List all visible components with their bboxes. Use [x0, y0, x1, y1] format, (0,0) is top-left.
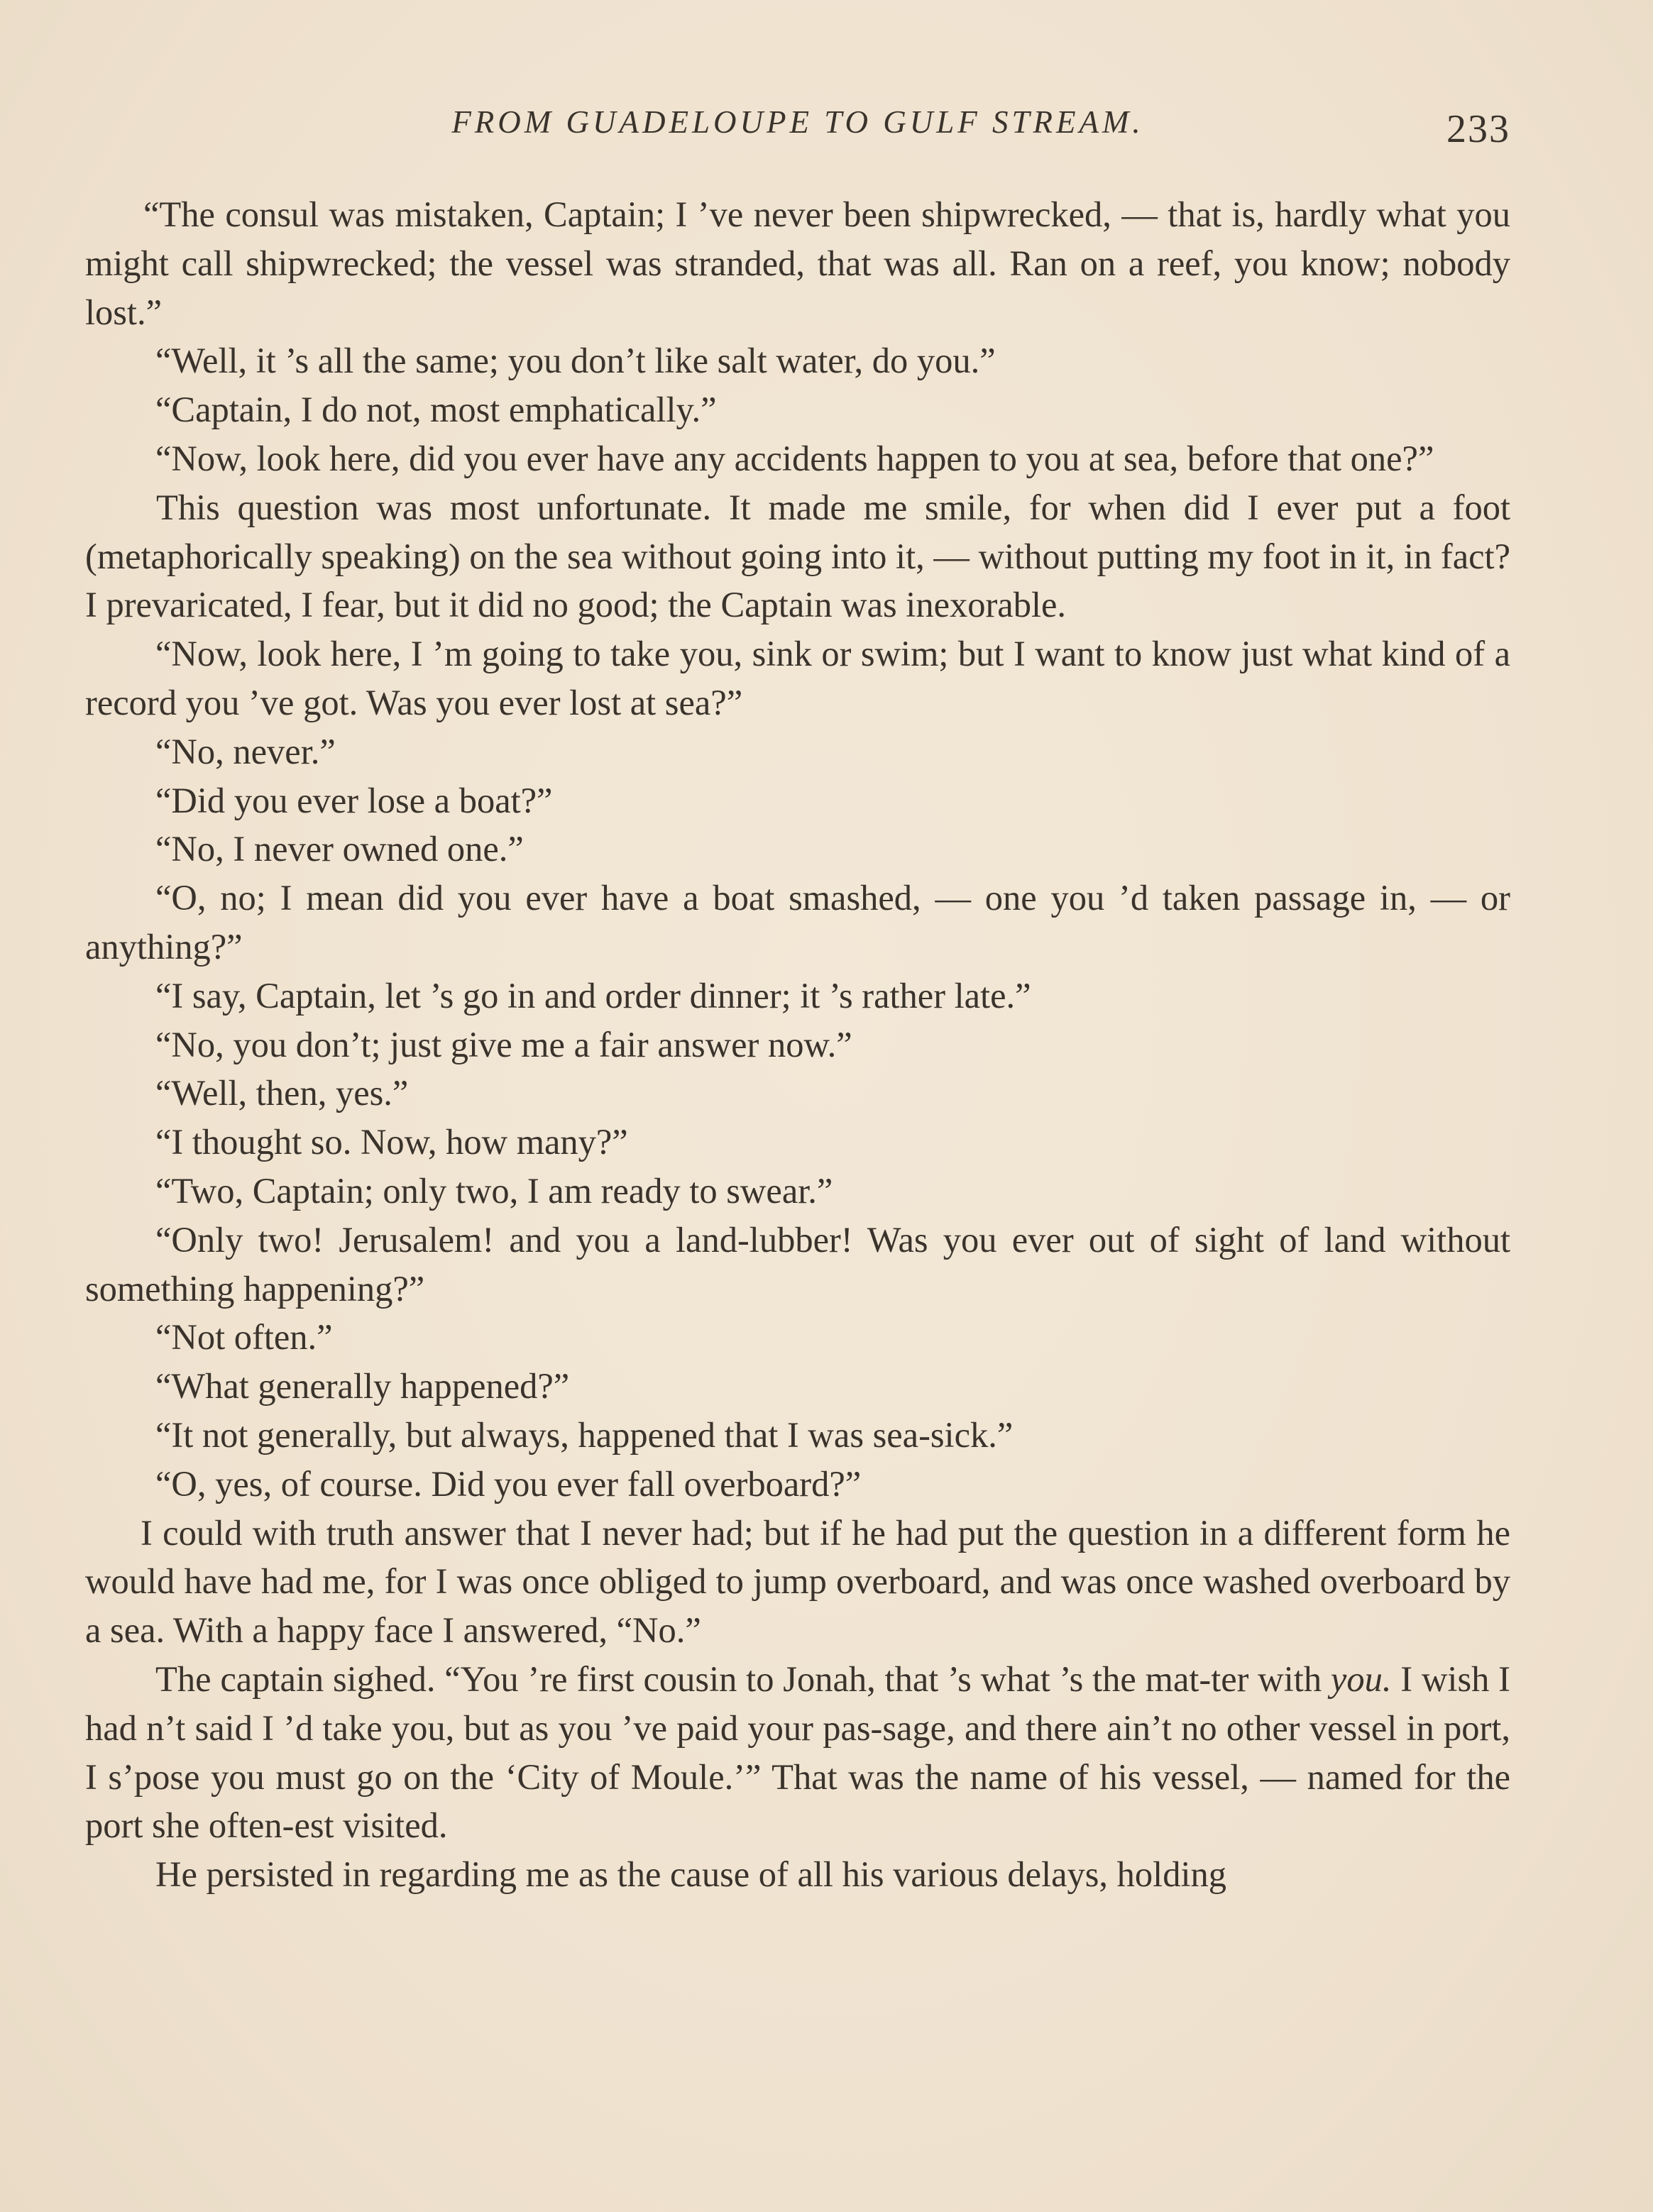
paragraph: “No, never.” [155, 731, 336, 771]
paragraph: This question was most unfortunate. It made me smile, for when did I ever put a foot (metaphorically speaking) on the sea without going into it, — without putting my foot in it, in fact? I prevaricated, I fear, but it did no good; the Captain was inexorable. [85, 487, 1510, 625]
paragraph [85, 1655, 1510, 1850]
paragraph: “It not generally, but always, happened that I was sea-sick.” [155, 1414, 1014, 1455]
paragraph: “O, no; I mean did you ever have a boat smashed, — one you ’d taken passage in, — or anything?” [85, 878, 1510, 967]
paragraph: I could with truth answer that I never had; but if he had put the question in a different form he would have had me, for I was once obliged to jump overboard, and was once washed overboard by a sea. With a happy face I answered, “No.” [85, 1512, 1510, 1651]
body-text [85, 190, 1510, 1899]
paragraph: “Two, Captain; only two, I am ready to swear.” [155, 1170, 833, 1211]
paragraph: “Now, look here, did you ever have any accidents happen to you at sea, before that one?” [155, 438, 1434, 478]
paragraph: “The consul was mistaken, Captain; I ’ve never been shipwrecked, — that is, hardly what you might call shipwrecked; the vessel was stranded, that was all. Ran on a reef, you know; nobody lost.” [85, 194, 1510, 332]
paragraph: “Not often.” [155, 1317, 333, 1358]
paragraph: “No, you don’t; just give me a fair answer now.” [155, 1024, 852, 1064]
captain-text-after: I wish I had n’t said I ’d take you, but as you ’ve paid your pas-sage, and there ain’t no other vessel in port, I s’pose you must go on the ‘City of Moule.’” That was the name of his vessel, — named for the port she often-est visited. [85, 1658, 1510, 1846]
paragraph: “What generally happened?” [155, 1366, 570, 1407]
running-title: FROM GUADELOUPE TO GULF STREAM. [451, 104, 1144, 140]
page-number: 233 [1446, 107, 1510, 151]
paragraph: He persisted in regarding me as the cause of all his various delays, holding [155, 1854, 1226, 1895]
paragraph: “I say, Captain, let ’s go in and order dinner; it ’s rather late.” [155, 975, 1031, 1016]
paragraph: “Only two! Jerusalem! and you a land-lubber! Was you ever out of sight of land without something happening?” [85, 1219, 1510, 1309]
paragraph: “O, yes, of course. Did you ever fall overboard?” [155, 1463, 862, 1504]
paragraph: “Well, then, yes.” [155, 1073, 409, 1113]
running-head [85, 104, 1510, 153]
paragraph: “No, I never owned one.” [155, 829, 524, 869]
emphasis-text: you. [1330, 1658, 1392, 1699]
paragraph: “Well, it ’s all the same; you don’t like salt water, do you.” [155, 341, 996, 381]
paragraph: “Captain, I do not, most emphatically.” [155, 390, 717, 430]
paragraph: “Did you ever lose a boat?” [155, 780, 553, 820]
paragraph: “I thought so. Now, how many?” [155, 1122, 628, 1162]
captain-text-before: The captain sighed. “You ’re first cousin to Jonah, that ’s what ’s the mat-ter with [155, 1658, 1331, 1699]
paragraph: “Now, look here, I ’m going to take you, sink or swim; but I want to know just what kind of a record you ’ve got. Was you ever lost at sea?” [85, 634, 1510, 722]
